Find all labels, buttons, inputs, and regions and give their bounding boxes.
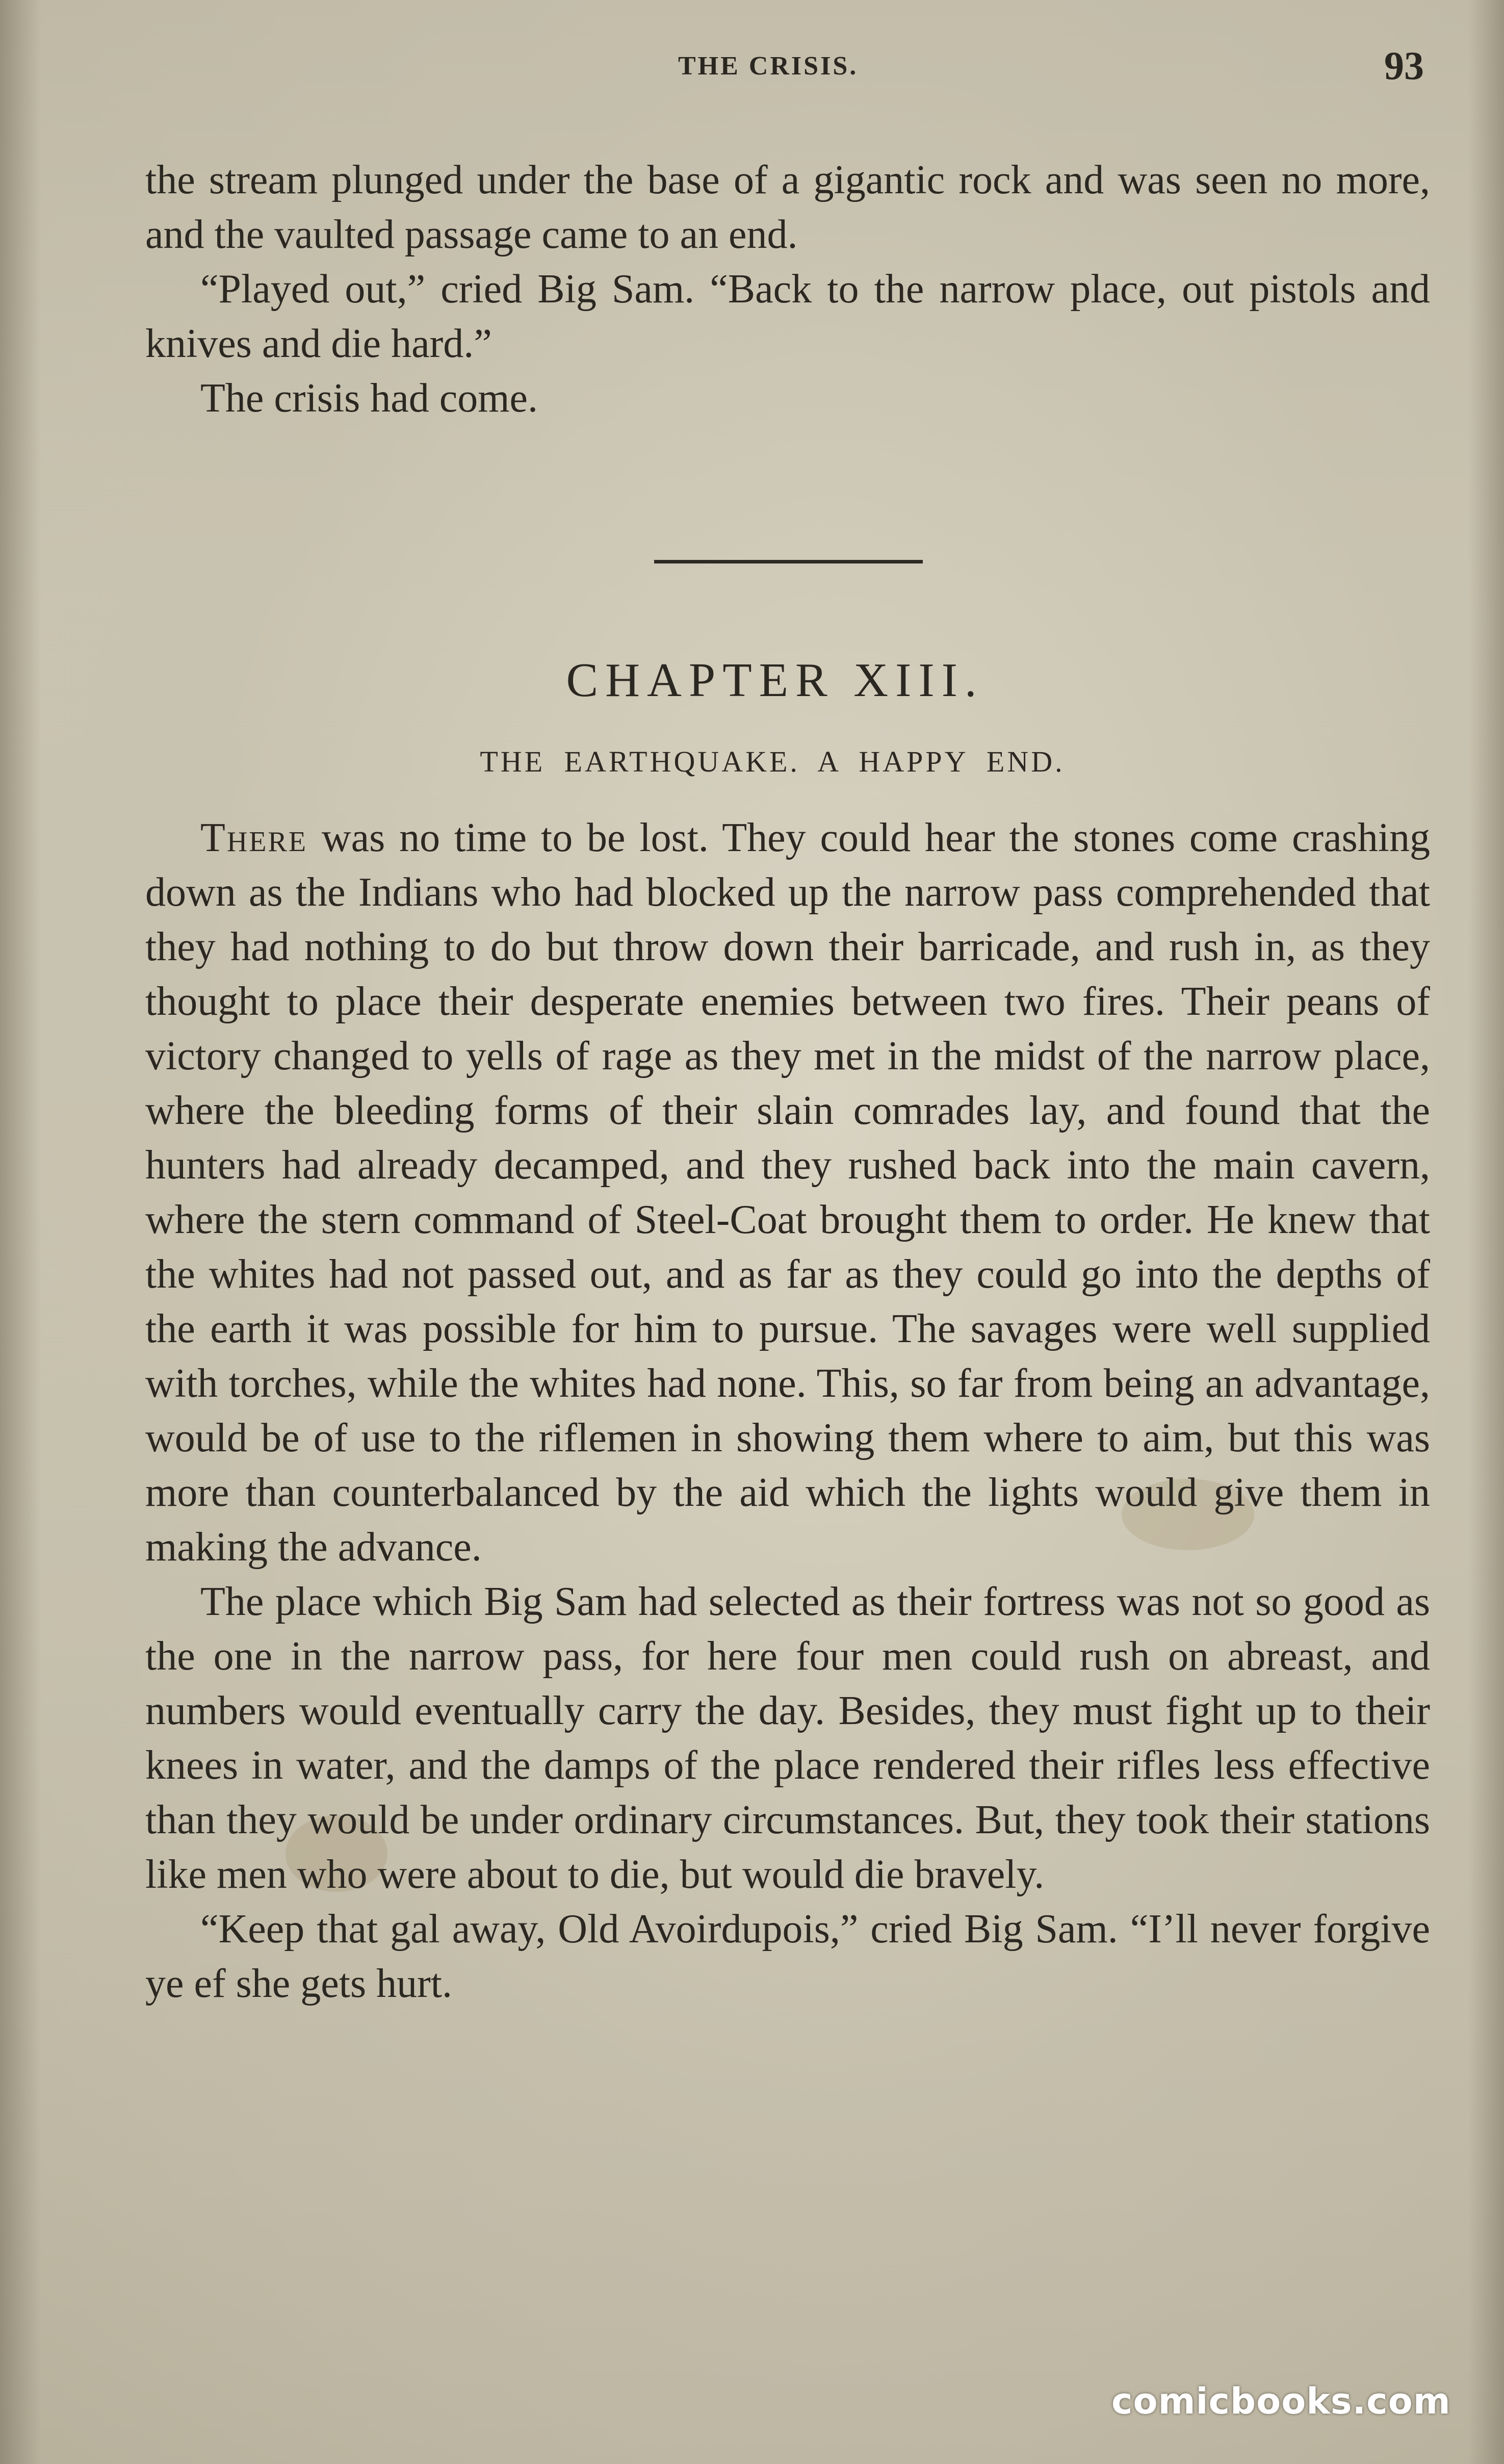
chapter-paragraph-1 — [145, 811, 1430, 1575]
page-edge-shadow-left — [0, 0, 41, 2464]
chapter-body — [145, 811, 1430, 2011]
running-header: THE CRISIS. — [678, 52, 859, 81]
paragraph-continued: the stream plunged under the base of a gigantic rock and was seen no more, and the vaulted passage came to an end. — [145, 158, 1430, 257]
chapter-paragraph-3: “Keep that gal away, Old Avoirdupois,” cried Big Sam. “I’ll never forgive ye ef she gets hurt. — [145, 1907, 1430, 2006]
page-edge-shadow-right — [1468, 0, 1504, 2464]
section-divider-rule — [654, 560, 923, 563]
paragraph-1-text: was no time to be lost. They could hear the stones come crashing down as the Indians who had blocked up the narrow pass comprehended that they had nothing to do but throw down their barricade, and rush in, as they thought to place their desperate enemies between two fires. Their peans of victory changed to yells of rage as they met in the midst of the narrow place, where the bleeding forms of their slain comrades lay, and found that the hunters had already decamped, and they rushed back into the main cavern, where the stern command of Steel-Coat brought them to order. He knew that the whites had not passed out, and as far as they could go into the depths of the earth it was possible for him to pursue. The savages were well supplied with torches, while the whites had none. This, so far from being an advantage, would be of use to the riflemen in showing them where to aim, but this was more than counterbalanced by the aid which the lights would give them in making the advance. — [145, 815, 1430, 1570]
chapter-paragraph-2: The place which Big Sam had selected as their fortress was not so good as the one in the narrow pass, for here four men could rush on abreast, and numbers would eventually carry the day. Besides, they must fight up to their knees in water, and the damps of the place rendered their rifles less effective than they would be under ordinary circumstances. But, they took their stations like men who were about to die, but would die bravely. — [145, 1579, 1430, 1897]
watermark-logo: comicbooks.com — [1111, 2380, 1451, 2422]
page-number: 93 — [1384, 43, 1424, 88]
chapter-subtitle: THE EARTHQUAKE. A HAPPY END. — [480, 745, 1065, 778]
paragraph-dialogue: “Played out,” cried Big Sam. “Back to the narrow place, out pistols and knives and die hard.” — [145, 267, 1430, 366]
chapter-title: CHAPTER XIII. — [566, 654, 984, 707]
lead-word: There — [200, 815, 308, 860]
top-text-block — [145, 153, 1430, 426]
paragraph-crisis: The crisis had come. — [200, 376, 538, 421]
